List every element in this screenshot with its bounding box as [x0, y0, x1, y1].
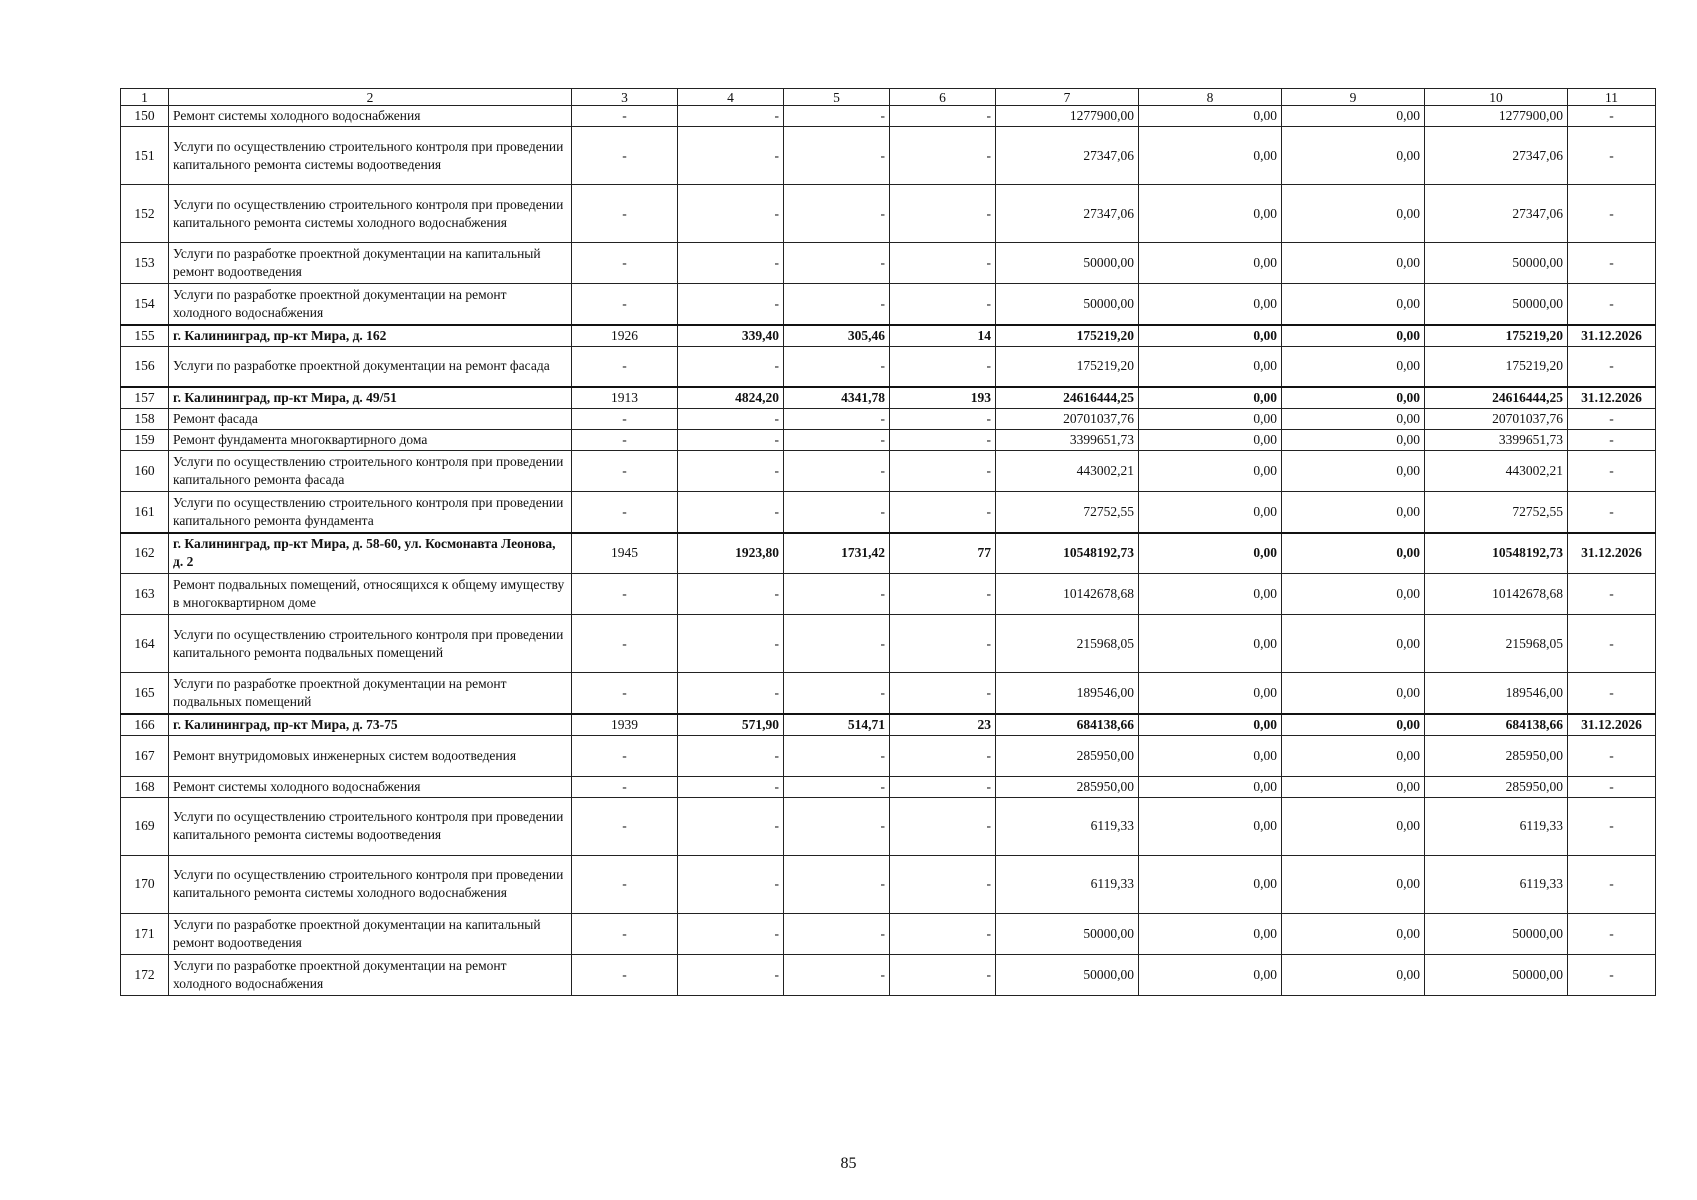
data-table	[120, 88, 1656, 996]
commission-year: -	[572, 797, 678, 855]
living-area: -	[784, 797, 890, 855]
completion-date: -	[1568, 430, 1656, 451]
total-cost: 6119,33	[996, 797, 1139, 855]
work-description: Ремонт системы холодного водоснабжения	[169, 776, 572, 797]
completion-date: 31.12.2026	[1568, 714, 1656, 736]
completion-date: -	[1568, 451, 1656, 492]
column-number-header: 1	[121, 89, 169, 106]
row-number: 151	[121, 127, 169, 185]
residents-count: 77	[890, 533, 996, 574]
cost-col-8: 0,00	[1139, 954, 1282, 995]
cost-col-9: 0,00	[1282, 492, 1425, 533]
completion-date: -	[1568, 127, 1656, 185]
cost-col-9: 0,00	[1282, 127, 1425, 185]
total-area: -	[678, 673, 784, 714]
row-number: 164	[121, 615, 169, 673]
cost-col-10: 215968,05	[1425, 615, 1568, 673]
work-row	[121, 574, 1656, 615]
completion-date: -	[1568, 615, 1656, 673]
work-description: г. Калининград, пр-кт Мира, д. 49/51	[169, 387, 572, 409]
work-row	[121, 185, 1656, 243]
cost-col-10: 6119,33	[1425, 855, 1568, 913]
row-number: 152	[121, 185, 169, 243]
living-area: -	[784, 451, 890, 492]
row-number: 172	[121, 954, 169, 995]
work-description: Ремонт системы холодного водоснабжения	[169, 106, 572, 127]
commission-year: 1926	[572, 325, 678, 347]
work-description: Услуги по осуществлению строительного контроля при проведении капитального ремонта системы водоотведения	[169, 127, 572, 185]
living-area: -	[784, 735, 890, 776]
living-area: -	[784, 913, 890, 954]
cost-col-8: 0,00	[1139, 533, 1282, 574]
commission-year: -	[572, 615, 678, 673]
residents-count: -	[890, 954, 996, 995]
cost-col-9: 0,00	[1282, 855, 1425, 913]
total-cost: 3399651,73	[996, 430, 1139, 451]
cost-col-8: 0,00	[1139, 615, 1282, 673]
work-row	[121, 913, 1656, 954]
row-number: 167	[121, 735, 169, 776]
total-area: -	[678, 346, 784, 387]
work-description: Услуги по осуществлению строительного контроля при проведении капитального ремонта системы холодного водоснабжения	[169, 855, 572, 913]
work-description: Услуги по разработке проектной документации на ремонт холодного водоснабжения	[169, 954, 572, 995]
cost-col-8: 0,00	[1139, 325, 1282, 347]
completion-date: -	[1568, 797, 1656, 855]
completion-date: -	[1568, 574, 1656, 615]
row-number: 168	[121, 776, 169, 797]
completion-date: 31.12.2026	[1568, 325, 1656, 347]
residents-count: -	[890, 243, 996, 284]
living-area: -	[784, 430, 890, 451]
living-area: -	[784, 574, 890, 615]
row-number: 169	[121, 797, 169, 855]
completion-date: -	[1568, 735, 1656, 776]
commission-year: -	[572, 430, 678, 451]
cost-col-10: 27347,06	[1425, 185, 1568, 243]
row-number: 150	[121, 106, 169, 127]
residents-count: -	[890, 574, 996, 615]
work-description: Услуги по осуществлению строительного контроля при проведении капитального ремонта системы водоотведения	[169, 797, 572, 855]
commission-year: 1945	[572, 533, 678, 574]
cost-col-10: 72752,55	[1425, 492, 1568, 533]
cost-col-9: 0,00	[1282, 954, 1425, 995]
row-number: 171	[121, 913, 169, 954]
living-area: -	[784, 185, 890, 243]
cost-col-8: 0,00	[1139, 346, 1282, 387]
commission-year: -	[572, 913, 678, 954]
living-area: -	[784, 492, 890, 533]
work-description: Услуги по разработке проектной документации на ремонт подвальных помещений	[169, 673, 572, 714]
total-area: -	[678, 855, 784, 913]
cost-col-8: 0,00	[1139, 106, 1282, 127]
work-row	[121, 855, 1656, 913]
cost-col-9: 0,00	[1282, 387, 1425, 409]
address-row	[121, 714, 1656, 736]
living-area: -	[784, 776, 890, 797]
address-row	[121, 325, 1656, 347]
completion-date: -	[1568, 284, 1656, 325]
residents-count: -	[890, 776, 996, 797]
cost-col-9: 0,00	[1282, 346, 1425, 387]
row-number: 154	[121, 284, 169, 325]
row-number: 163	[121, 574, 169, 615]
cost-col-8: 0,00	[1139, 673, 1282, 714]
total-area: 1923,80	[678, 533, 784, 574]
work-description: Услуги по разработке проектной документации на ремонт холодного водоснабжения	[169, 284, 572, 325]
column-number-header: 6	[890, 89, 996, 106]
work-description: Ремонт подвальных помещений, относящихся к общему имуществу в многоквартирном доме	[169, 574, 572, 615]
cost-col-10: 50000,00	[1425, 954, 1568, 995]
cost-col-8: 0,00	[1139, 430, 1282, 451]
total-cost: 50000,00	[996, 284, 1139, 325]
work-description: Ремонт фасада	[169, 409, 572, 430]
total-cost: 50000,00	[996, 243, 1139, 284]
residents-count: 23	[890, 714, 996, 736]
work-description: Услуги по осуществлению строительного контроля при проведении капитального ремонта системы холодного водоснабжения	[169, 185, 572, 243]
column-number-header: 3	[572, 89, 678, 106]
work-row	[121, 735, 1656, 776]
total-area: 4824,20	[678, 387, 784, 409]
cost-col-9: 0,00	[1282, 284, 1425, 325]
total-cost: 10142678,68	[996, 574, 1139, 615]
row-number: 158	[121, 409, 169, 430]
cost-col-9: 0,00	[1282, 243, 1425, 284]
cost-col-8: 0,00	[1139, 735, 1282, 776]
cost-col-9: 0,00	[1282, 185, 1425, 243]
commission-year: -	[572, 106, 678, 127]
work-row	[121, 243, 1656, 284]
living-area: -	[784, 243, 890, 284]
cost-col-8: 0,00	[1139, 243, 1282, 284]
total-cost: 215968,05	[996, 615, 1139, 673]
total-cost: 27347,06	[996, 185, 1139, 243]
cost-col-8: 0,00	[1139, 387, 1282, 409]
living-area: -	[784, 954, 890, 995]
total-cost: 50000,00	[996, 954, 1139, 995]
total-cost: 175219,20	[996, 325, 1139, 347]
residents-count: 193	[890, 387, 996, 409]
living-area: 4341,78	[784, 387, 890, 409]
total-area: -	[678, 574, 784, 615]
completion-date: -	[1568, 409, 1656, 430]
completion-date: -	[1568, 106, 1656, 127]
cost-col-10: 50000,00	[1425, 913, 1568, 954]
commission-year: -	[572, 346, 678, 387]
cost-col-9: 0,00	[1282, 430, 1425, 451]
total-area: -	[678, 735, 784, 776]
cost-col-10: 285950,00	[1425, 776, 1568, 797]
cost-col-8: 0,00	[1139, 797, 1282, 855]
cost-col-8: 0,00	[1139, 284, 1282, 325]
total-cost: 72752,55	[996, 492, 1139, 533]
cost-col-10: 24616444,25	[1425, 387, 1568, 409]
work-row	[121, 797, 1656, 855]
row-number: 170	[121, 855, 169, 913]
cost-col-10: 3399651,73	[1425, 430, 1568, 451]
work-description: г. Калининград, пр-кт Мира, д. 162	[169, 325, 572, 347]
cost-col-9: 0,00	[1282, 776, 1425, 797]
living-area: 514,71	[784, 714, 890, 736]
header-row	[121, 89, 1656, 106]
cost-col-10: 10142678,68	[1425, 574, 1568, 615]
commission-year: -	[572, 735, 678, 776]
residents-count: -	[890, 409, 996, 430]
commission-year: -	[572, 776, 678, 797]
total-area: 339,40	[678, 325, 784, 347]
cost-col-8: 0,00	[1139, 913, 1282, 954]
work-description: Услуги по осуществлению строительного контроля при проведении капитального ремонта фасада	[169, 451, 572, 492]
work-row	[121, 776, 1656, 797]
cost-col-9: 0,00	[1282, 533, 1425, 574]
commission-year: -	[572, 451, 678, 492]
commission-year: 1913	[572, 387, 678, 409]
total-area: -	[678, 284, 784, 325]
living-area: -	[784, 346, 890, 387]
column-number-header: 2	[169, 89, 572, 106]
work-row	[121, 127, 1656, 185]
residents-count: -	[890, 673, 996, 714]
cost-col-9: 0,00	[1282, 714, 1425, 736]
residents-count: -	[890, 284, 996, 325]
cost-col-9: 0,00	[1282, 913, 1425, 954]
living-area: 305,46	[784, 325, 890, 347]
completion-date: 31.12.2026	[1568, 387, 1656, 409]
work-row	[121, 954, 1656, 995]
commission-year: -	[572, 284, 678, 325]
residents-count: -	[890, 451, 996, 492]
cost-col-8: 0,00	[1139, 714, 1282, 736]
total-area: -	[678, 797, 784, 855]
residents-count: -	[890, 106, 996, 127]
cost-col-9: 0,00	[1282, 409, 1425, 430]
cost-col-9: 0,00	[1282, 735, 1425, 776]
residents-count: -	[890, 797, 996, 855]
row-number: 156	[121, 346, 169, 387]
completion-date: 31.12.2026	[1568, 533, 1656, 574]
cost-col-8: 0,00	[1139, 855, 1282, 913]
living-area: -	[784, 127, 890, 185]
row-number: 162	[121, 533, 169, 574]
cost-col-10: 175219,20	[1425, 325, 1568, 347]
cost-col-10: 20701037,76	[1425, 409, 1568, 430]
row-number: 157	[121, 387, 169, 409]
total-cost: 50000,00	[996, 913, 1139, 954]
residents-count: -	[890, 615, 996, 673]
commission-year: -	[572, 185, 678, 243]
total-area: -	[678, 127, 784, 185]
work-description: г. Калининград, пр-кт Мира, д. 73-75	[169, 714, 572, 736]
address-row	[121, 533, 1656, 574]
cost-col-10: 27347,06	[1425, 127, 1568, 185]
commission-year: -	[572, 954, 678, 995]
total-cost: 10548192,73	[996, 533, 1139, 574]
row-number: 159	[121, 430, 169, 451]
total-area: -	[678, 615, 784, 673]
work-description: Услуги по осуществлению строительного контроля при проведении капитального ремонта подвальных помещений	[169, 615, 572, 673]
residents-count: -	[890, 185, 996, 243]
cost-col-10: 285950,00	[1425, 735, 1568, 776]
commission-year: 1939	[572, 714, 678, 736]
cost-col-9: 0,00	[1282, 451, 1425, 492]
cost-col-10: 50000,00	[1425, 243, 1568, 284]
work-description: Услуги по разработке проектной документации на ремонт фасада	[169, 346, 572, 387]
column-number-header: 4	[678, 89, 784, 106]
cost-col-9: 0,00	[1282, 574, 1425, 615]
total-area: -	[678, 430, 784, 451]
work-row	[121, 615, 1656, 673]
completion-date: -	[1568, 243, 1656, 284]
cost-col-8: 0,00	[1139, 492, 1282, 533]
commission-year: -	[572, 574, 678, 615]
total-area: 571,90	[678, 714, 784, 736]
cost-col-10: 175219,20	[1425, 346, 1568, 387]
work-row	[121, 346, 1656, 387]
total-area: -	[678, 954, 784, 995]
cost-col-8: 0,00	[1139, 127, 1282, 185]
total-cost: 189546,00	[996, 673, 1139, 714]
total-cost: 1277900,00	[996, 106, 1139, 127]
commission-year: -	[572, 243, 678, 284]
total-cost: 20701037,76	[996, 409, 1139, 430]
total-area: -	[678, 913, 784, 954]
commission-year: -	[572, 492, 678, 533]
total-cost: 285950,00	[996, 776, 1139, 797]
row-number: 155	[121, 325, 169, 347]
total-area: -	[678, 492, 784, 533]
residents-count: -	[890, 913, 996, 954]
cost-col-8: 0,00	[1139, 776, 1282, 797]
residents-count: -	[890, 430, 996, 451]
cost-col-10: 10548192,73	[1425, 533, 1568, 574]
commission-year: -	[572, 409, 678, 430]
living-area: -	[784, 409, 890, 430]
work-row	[121, 430, 1656, 451]
completion-date: -	[1568, 492, 1656, 533]
cost-col-10: 189546,00	[1425, 673, 1568, 714]
completion-date: -	[1568, 346, 1656, 387]
work-row	[121, 673, 1656, 714]
work-description: Услуги по разработке проектной документации на капитальный ремонт водоотведения	[169, 913, 572, 954]
address-row	[121, 387, 1656, 409]
completion-date: -	[1568, 855, 1656, 913]
cost-col-8: 0,00	[1139, 574, 1282, 615]
column-number-header: 11	[1568, 89, 1656, 106]
total-area: -	[678, 776, 784, 797]
total-cost: 27347,06	[996, 127, 1139, 185]
completion-date: -	[1568, 673, 1656, 714]
commission-year: -	[572, 673, 678, 714]
completion-date: -	[1568, 185, 1656, 243]
work-row	[121, 409, 1656, 430]
row-number: 153	[121, 243, 169, 284]
cost-col-10: 1277900,00	[1425, 106, 1568, 127]
cost-col-9: 0,00	[1282, 797, 1425, 855]
work-row	[121, 284, 1656, 325]
work-description: Ремонт фундамента многоквартирного дома	[169, 430, 572, 451]
completion-date: -	[1568, 913, 1656, 954]
work-description: г. Калининград, пр-кт Мира, д. 58-60, ул. Космонавта Леонова, д. 2	[169, 533, 572, 574]
cost-col-9: 0,00	[1282, 325, 1425, 347]
total-area: -	[678, 409, 784, 430]
residents-count: -	[890, 735, 996, 776]
living-area: -	[784, 284, 890, 325]
total-area: -	[678, 451, 784, 492]
cost-col-10: 684138,66	[1425, 714, 1568, 736]
work-description: Услуги по разработке проектной документации на капитальный ремонт водоотведения	[169, 243, 572, 284]
cost-col-9: 0,00	[1282, 106, 1425, 127]
total-cost: 285950,00	[996, 735, 1139, 776]
row-number: 165	[121, 673, 169, 714]
page-number: 85	[840, 1155, 857, 1172]
completion-date: -	[1568, 776, 1656, 797]
cost-col-8: 0,00	[1139, 185, 1282, 243]
row-number: 161	[121, 492, 169, 533]
residents-count: -	[890, 127, 996, 185]
cost-col-9: 0,00	[1282, 673, 1425, 714]
living-area: -	[784, 106, 890, 127]
total-cost: 24616444,25	[996, 387, 1139, 409]
row-number: 160	[121, 451, 169, 492]
total-cost: 684138,66	[996, 714, 1139, 736]
residents-count: -	[890, 346, 996, 387]
cost-col-9: 0,00	[1282, 615, 1425, 673]
residents-count: -	[890, 492, 996, 533]
column-number-header: 5	[784, 89, 890, 106]
column-number-header: 10	[1425, 89, 1568, 106]
column-number-header: 9	[1282, 89, 1425, 106]
completion-date: -	[1568, 954, 1656, 995]
column-number-header: 7	[996, 89, 1139, 106]
cost-col-8: 0,00	[1139, 451, 1282, 492]
living-area: -	[784, 673, 890, 714]
work-row	[121, 106, 1656, 127]
living-area: -	[784, 855, 890, 913]
living-area: -	[784, 615, 890, 673]
commission-year: -	[572, 855, 678, 913]
total-area: -	[678, 185, 784, 243]
total-cost: 443002,21	[996, 451, 1139, 492]
cost-col-10: 6119,33	[1425, 797, 1568, 855]
living-area: 1731,42	[784, 533, 890, 574]
row-number: 166	[121, 714, 169, 736]
total-area: -	[678, 243, 784, 284]
cost-col-10: 50000,00	[1425, 284, 1568, 325]
cost-col-10: 443002,21	[1425, 451, 1568, 492]
commission-year: -	[572, 127, 678, 185]
work-description: Ремонт внутридомовых инженерных систем водоотведения	[169, 735, 572, 776]
total-cost: 6119,33	[996, 855, 1139, 913]
column-number-header: 8	[1139, 89, 1282, 106]
residents-count: -	[890, 855, 996, 913]
work-row	[121, 492, 1656, 533]
total-cost: 175219,20	[996, 346, 1139, 387]
residents-count: 14	[890, 325, 996, 347]
total-area: -	[678, 106, 784, 127]
work-row	[121, 451, 1656, 492]
work-description: Услуги по осуществлению строительного контроля при проведении капитального ремонта фундамента	[169, 492, 572, 533]
cost-col-8: 0,00	[1139, 409, 1282, 430]
